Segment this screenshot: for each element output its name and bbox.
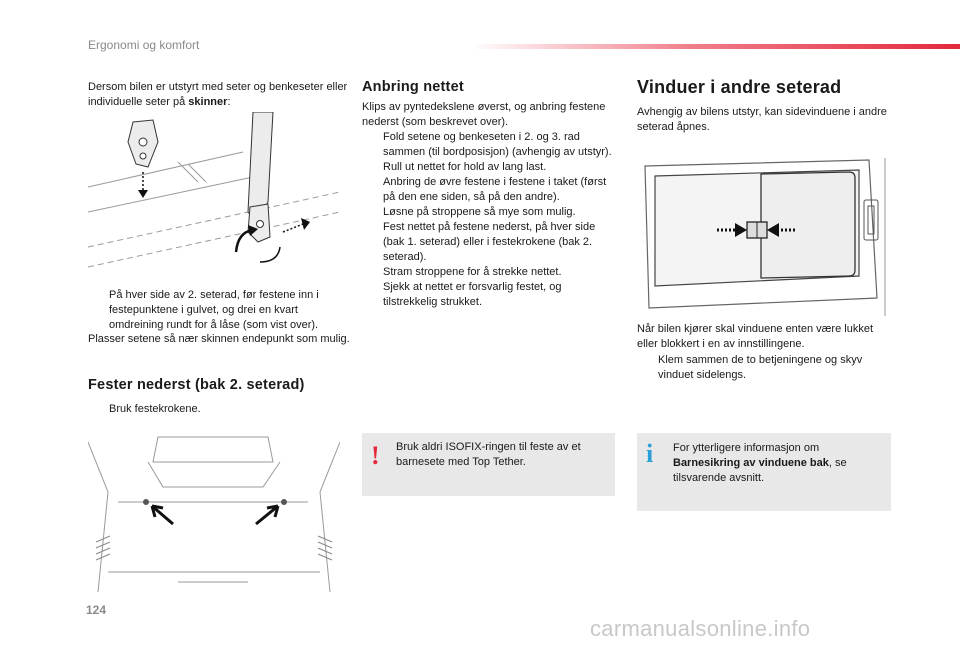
- step-text: Løsne på stroppene så mye som mulig.: [383, 206, 576, 218]
- col1-para2: Plasser setene så nær skinnen endepunkt som mulig.: [88, 333, 350, 345]
- col1-step2-text: Bruk festekrokene.: [109, 403, 201, 415]
- info-text: [673, 441, 883, 486]
- col1-step2: [88, 402, 353, 417]
- vinduer-heading: Vinduer i andre seterad: [637, 77, 842, 97]
- list-item: [362, 265, 612, 280]
- col3-step: [637, 353, 892, 383]
- header-accent-bar: [470, 44, 960, 49]
- list-item: [362, 280, 612, 310]
- list-item: [362, 220, 612, 265]
- info-text-post: , se tilsvarende avsnitt.: [673, 457, 847, 484]
- col1-intro-end: :: [227, 96, 231, 108]
- watermark: carmanualsonline.info: [590, 616, 811, 641]
- section-title: Ergonomi og komfort: [88, 38, 200, 52]
- warning-text: Bruk aldri ISOFIX-ringen til feste av et barnesete med Top Tether.: [396, 441, 581, 468]
- list-item: [362, 160, 612, 175]
- col1-intro-bold: skinner: [188, 96, 228, 108]
- info-icon: i: [646, 439, 654, 468]
- step-text: Sjekk at nettet er forsvarlig festet, og tilstrekkelig strukket.: [383, 281, 562, 308]
- list-item: [362, 130, 612, 160]
- col1-step1: [88, 288, 353, 333]
- info-box: [637, 433, 891, 511]
- col2-body: [362, 100, 612, 310]
- col2-intro: Klips av pyntedekslene øverst, og anbring festene nederst (som beskrevet over).: [362, 101, 606, 128]
- col2-steps: [362, 130, 612, 310]
- step-text: Fest nettet på festene nederst, på hver side (bak 1. seterad) eller i festekrokene (bak 2. seterad).: [383, 221, 596, 263]
- info-text-pre: For ytterligere informasjon om: [673, 442, 820, 454]
- col3-intro: Avhengig av bilens utstyr, kan sidevinduene i andre seterad åpnes.: [637, 106, 887, 133]
- warning-icon: !: [371, 441, 380, 470]
- warning-box: [362, 433, 615, 496]
- col1-step1-text: På hver side av 2. seterad, før festene inn i festepunktene i gulvet, og drei en kvart omdreining rundt for å låse (som vist over).: [109, 289, 319, 331]
- col3-step-text: Klem sammen de to betjeningene og skyv vinduet sidelengs.: [658, 354, 863, 381]
- step-text: Anbring de øvre festene i festene i taket (først på den ene siden, så på den andre).: [383, 176, 607, 203]
- rail-anchor-illustration: [88, 112, 340, 280]
- floor-hooks-illustration: [88, 432, 340, 597]
- page-number: 124: [86, 603, 107, 617]
- col3-para2: Når bilen kjører skal vinduene enten være lukket eller blokkert i en av innstillingene.: [637, 323, 874, 350]
- window-illustration: [637, 158, 891, 316]
- list-item: [362, 205, 612, 220]
- fester-heading: Fester nederst (bak 2. seterad): [88, 377, 305, 393]
- step-text: Fold setene og benkeseten i 2. og 3. rad sammen (til bordposisjon) (avhengig av utstyr).: [383, 131, 612, 158]
- col1-intro-text: Dersom bilen er utstyrt med seter og benkeseter eller individuelle seter på: [88, 81, 348, 108]
- info-text-bold: Barnesikring av vinduene bak: [673, 457, 829, 469]
- step-text: Stram stroppene for å strekke nettet.: [383, 266, 562, 278]
- anbring-heading: Anbring nettet: [362, 79, 464, 95]
- step-text: Rull ut nettet for hold av lang last.: [383, 161, 547, 173]
- list-item: [362, 175, 612, 205]
- col1-intro: [88, 80, 353, 110]
